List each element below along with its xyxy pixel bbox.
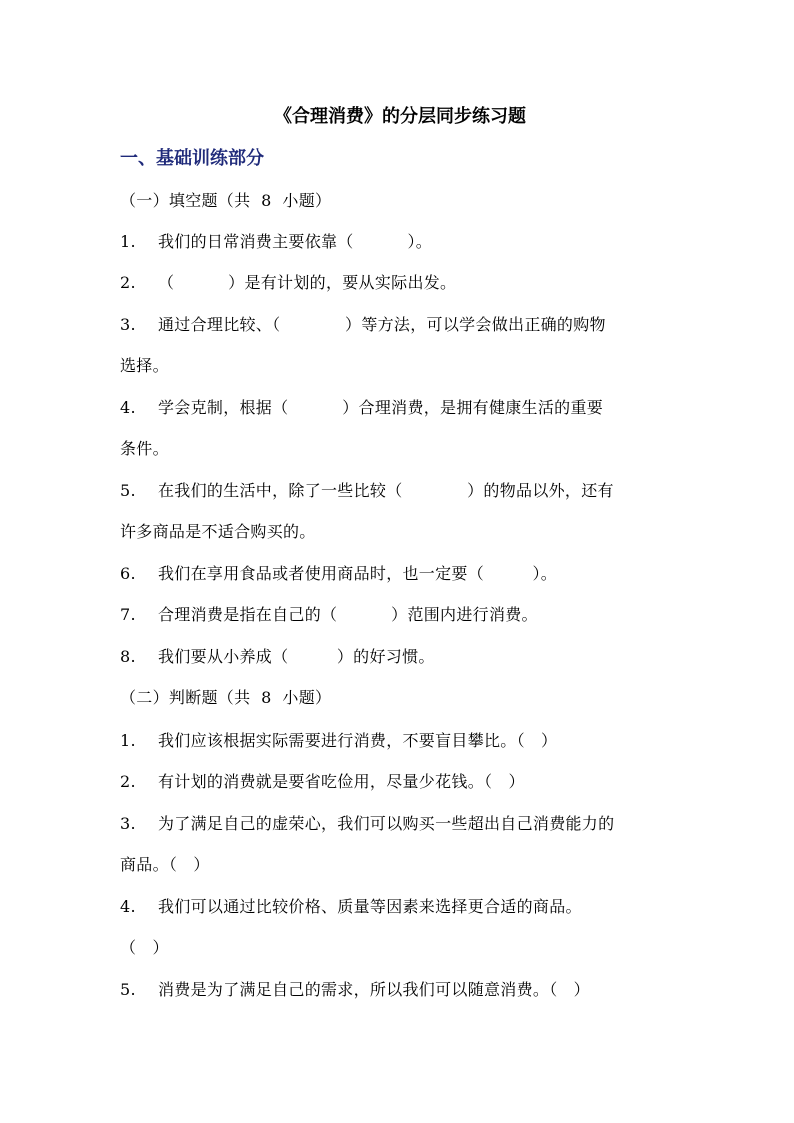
question-line: [120, 314, 606, 336]
question-line: [120, 979, 590, 1001]
question-number: 5.: [120, 481, 136, 500]
question-line: [120, 730, 557, 752]
question-number: 6.: [120, 564, 136, 583]
question-text: 我们可以通过比较价格、质量等因素来选择更合适的商品。: [158, 897, 582, 916]
question-continuation: 商品。（ ）: [120, 855, 210, 874]
section-title: 一、基础训练部分: [120, 148, 264, 169]
question-line: [120, 646, 435, 668]
question-line: [120, 480, 614, 502]
question-text: 合理消费是指在自己的（ ）范围内进行消费。: [158, 605, 538, 624]
question-text: 消费是为了满足自己的需求，所以我们可以随意消费。（ ）: [158, 980, 590, 999]
question-continuation: 条件。: [120, 439, 169, 458]
question-number: 3.: [120, 814, 136, 833]
question-number: 1.: [120, 731, 136, 750]
question-number: 4.: [120, 398, 136, 417]
question-text: 我们在享用食品或者使用商品时，也一定要（ ）。: [158, 564, 558, 583]
question-line: [120, 397, 603, 419]
question-line: [120, 231, 432, 253]
fill-blank-heading: （一）填空题（共 8 小题）: [120, 191, 332, 210]
question-text: 为了满足自己的虚荣心，我们可以购买一些超出自己消费能力的: [158, 814, 615, 833]
question-text: 我们应该根据实际需要进行消费，不要盲目攀比。（ ）: [158, 731, 558, 750]
question-number: 2.: [120, 273, 136, 292]
question-line: [120, 604, 538, 626]
page-title: 《合理消费》的分层同步练习题: [274, 106, 526, 127]
question-text: 我们要从小养成（ ）的好习惯。: [158, 647, 435, 666]
question-line: [120, 771, 525, 793]
question-line: [120, 896, 582, 918]
question-number: 4.: [120, 897, 136, 916]
question-text: （ ）是有计划的，要从实际出发。: [158, 273, 457, 292]
question-text: 在我们的生活中，除了一些比较（ ）的物品以外，还有: [158, 481, 614, 500]
question-number: 3.: [120, 315, 136, 334]
question-text: 有计划的消费就是要省吃俭用，尽量少花钱。（ ）: [158, 772, 525, 791]
question-number: 2.: [120, 772, 136, 791]
question-continuation: 选择。: [120, 356, 169, 375]
question-number: 1.: [120, 232, 136, 251]
question-line: [120, 272, 456, 294]
question-line: [120, 813, 614, 835]
question-text: 我们的日常消费主要依靠（ ）。: [158, 232, 433, 251]
question-number: 8.: [120, 647, 136, 666]
question-text: 通过合理比较、（ ）等方法，可以学会做出正确的购物: [158, 315, 606, 334]
question-continuation: （ ）: [120, 938, 169, 957]
question-number: 5.: [120, 980, 136, 999]
question-number: 7.: [120, 605, 136, 624]
question-text: 学会克制，根据（ ）合理消费，是拥有健康生活的重要: [158, 398, 604, 417]
judgment-heading: （二）判断题（共 8 小题）: [120, 688, 332, 707]
question-continuation: 许多商品是不适合购买的。: [120, 522, 316, 541]
question-line: [120, 563, 557, 585]
